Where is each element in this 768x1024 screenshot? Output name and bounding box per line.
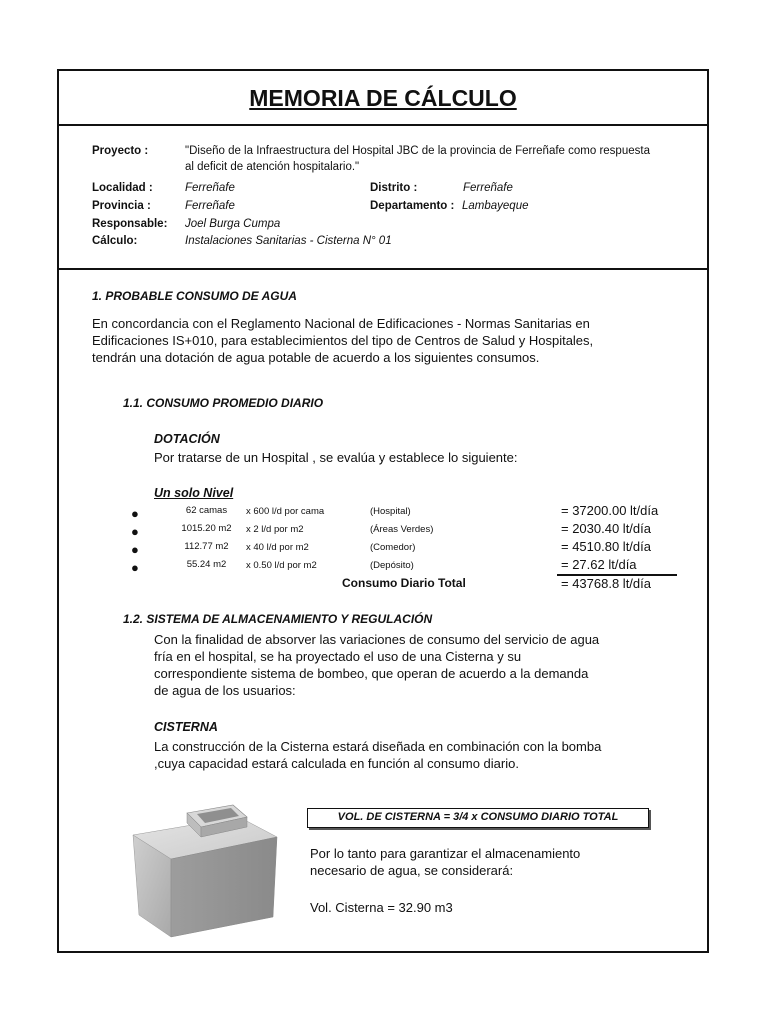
row-3-qty: 112.77 m2 [184, 541, 229, 552]
cisterna-line-2: ,cuya capacidad estará calculada en función al consumo diario. [154, 756, 519, 771]
calculo-label: Cálculo: [92, 235, 138, 247]
distrito-label: Distrito : [370, 182, 418, 194]
row-3-desc: (Comedor) [370, 542, 416, 553]
proyecto-line-1: "Diseño de la Infraestructura del Hospital JBC de la provincia de Ferreñafe como respuesta [185, 145, 650, 157]
section-1-2-heading: 1.2. SISTEMA DE ALMACENAMIENTO Y REGULACIÓN [123, 612, 433, 626]
departamento-value: Lambayeque [462, 200, 529, 212]
section-1-1-heading: 1.1. CONSUMO PROMEDIO DIARIO [123, 396, 324, 410]
row-4-total: = 27.62 lt/día [561, 557, 637, 572]
bullet-icon: ● [131, 542, 139, 557]
row-2-total: = 2030.40 lt/día [561, 521, 651, 536]
total-label: Consumo Diario Total [342, 576, 466, 590]
dotacion-text: Por tratarse de un Hospital , se evalúa y establece lo siguiente: [154, 450, 518, 465]
row-4-rate: x 0.50 l/d por m2 [246, 560, 317, 571]
formula-box: VOL. DE CISTERNA = 3/4 x CONSUMO DIARIO TOTAL [307, 808, 649, 828]
bullet-icon: ● [131, 524, 139, 539]
section-1-2-para-line-3: correspondiente sistema de bombeo, que operan de acuerdo a la demanda [154, 666, 589, 681]
localidad-label: Localidad : [92, 182, 153, 194]
section-1-para-line-1: En concordancia con el Reglamento Nacional de Edificaciones - Normas Sanitarias en [92, 316, 590, 331]
row-4-desc: (Depósito) [370, 560, 414, 571]
title-divider [59, 124, 707, 126]
cisterna-heading: CISTERNA [154, 720, 218, 734]
row-1-desc: (Hospital) [370, 506, 411, 517]
distrito-value: Ferreñafe [463, 182, 513, 194]
responsable-label: Responsable: [92, 218, 168, 230]
page-title: MEMORIA DE CÁLCULO [249, 85, 517, 111]
header-divider [59, 268, 707, 270]
cisterna-line-1: La construcción de la Cisterna estará diseñada en combinación con la bomba [154, 739, 602, 754]
row-1-qty: 62 camas [185, 505, 228, 516]
provincia-value: Ferreñafe [185, 200, 235, 212]
total-value: = 43768.8 lt/día [561, 576, 651, 591]
row-4-qty: 55.24 m2 [186, 559, 227, 570]
row-2-rate: x 2 l/d por m2 [246, 524, 304, 535]
document-frame [57, 69, 709, 953]
calculo-value: Instalaciones Sanitarias - Cisterna N° 01 [185, 235, 392, 247]
section-1-2-para-line-4: de agua de los usuarios: [154, 683, 296, 698]
bullet-icon: ● [131, 506, 139, 521]
row-3-total: = 4510.80 lt/día [561, 539, 651, 554]
section-1-2-para-line-2: fría en el hospital, se ha proyectado el uso de una Cisterna y su [154, 649, 522, 664]
row-3-rate: x 40 l/d por m2 [246, 542, 309, 553]
provincia-label: Provincia : [92, 200, 151, 212]
row-1-rate: x 600 l/d por cama [246, 506, 325, 517]
nivel-heading: Un solo Nivel [154, 486, 234, 500]
section-1-heading: 1. PROBABLE CONSUMO DE AGUA [92, 289, 297, 303]
row-2-desc: (Áreas Verdes) [370, 524, 434, 535]
row-2-qty: 1015.20 m2 [181, 523, 232, 534]
departamento-label: Departamento : [370, 200, 455, 212]
section-1-2-para-line-1: Con la finalidad de absorver las variaciones de consumo del servicio de agua [154, 632, 600, 647]
cistern-volume-result: Vol. Cisterna = 32.90 m3 [310, 900, 453, 915]
bullet-icon: ● [131, 560, 139, 575]
section-1-para-line-3: tendrán una dotación de agua potable de acuerdo a los siguientes consumos. [92, 350, 540, 365]
responsable-value: Joel Burga Cumpa [185, 218, 281, 230]
conclusion-line-2: necesario de agua, se considerará: [310, 863, 514, 878]
proyecto-label: Proyecto : [92, 145, 149, 157]
localidad-value: Ferreñafe [185, 182, 235, 194]
section-1-para-line-2: Edificaciones IS+010, para establecimientos del tipo de Centros de Salud y Hospitales, [92, 333, 594, 348]
cistern-illustration [127, 797, 279, 947]
dotacion-heading: DOTACIÓN [154, 432, 220, 446]
conclusion-line-1: Por lo tanto para garantizar el almacenamiento [310, 846, 581, 861]
proyecto-line-2: al deficit de atención hospitalario." [185, 161, 360, 173]
row-1-total: = 37200.00 lt/día [561, 503, 659, 518]
